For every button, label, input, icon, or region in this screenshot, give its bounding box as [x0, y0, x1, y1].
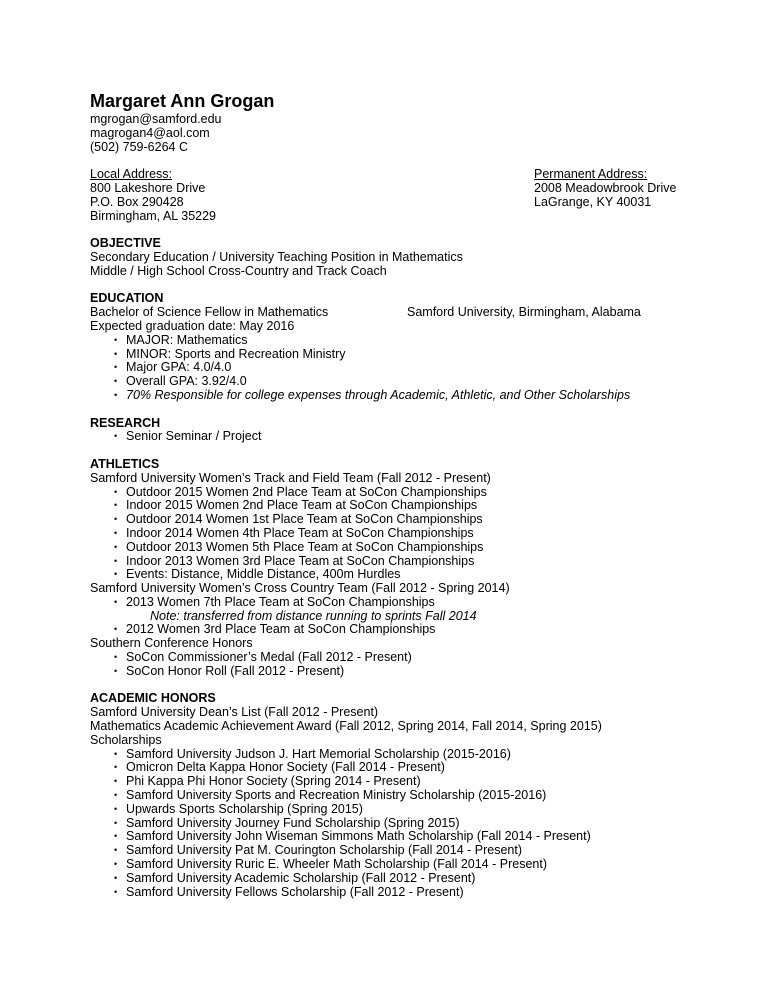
list-item: • Events: Distance, Middle Distance, 400m Hurdles [90, 568, 690, 582]
local-address-label: Local Address: [90, 167, 172, 182]
scholarships-title: Scholarships [90, 732, 162, 747]
list-item: • Samford University John Wiseman Simmons Math Scholarship (Fall 2014 - Present) [90, 830, 690, 844]
list-item: • Outdoor 2014 Women 1st Place Team at SoCon Championships [90, 513, 690, 527]
socon-title: Southern Conference Honors [90, 636, 253, 651]
list-item: • Outdoor 2015 Women 2nd Place Team at SoCon Championships [90, 486, 690, 500]
local-address-line: 800 Lakeshore Drive [90, 180, 206, 195]
track-list [90, 486, 690, 583]
address-row [90, 196, 690, 210]
list-item: • Samford University Judson J. Hart Memorial Scholarship (2015-2016) [90, 748, 690, 762]
permanent-address-label: Permanent Address: [534, 167, 648, 182]
list-item: • Samford University Ruric E. Wheeler Math Scholarship (Fall 2014 - Present) [90, 858, 690, 872]
address-row [90, 210, 690, 224]
local-address-line: P.O. Box 290428 [90, 194, 184, 209]
research-list [90, 430, 690, 444]
education-list [90, 334, 690, 403]
list-item: • Major GPA: 4.0/4.0 [90, 361, 690, 375]
email-primary: mgrogan@samford.edu [90, 112, 222, 126]
resume-page [90, 90, 690, 899]
graduation-date: Expected graduation date: May 2016 [90, 318, 295, 333]
list-item: • Overall GPA: 3.92/4.0 [90, 375, 690, 389]
xc-note: Note: transferred from distance running to sprints Fall 2014 [150, 608, 477, 623]
list-item: • 70% Responsible for college expenses through Academic, Athletic, and Other Scholarships [90, 389, 690, 403]
permanent-address-line: LaGrange, KY 40031 [534, 194, 652, 209]
objective-line: Middle / High School Cross-Country and Track Coach [90, 263, 387, 278]
list-item: • 2013 Women 7th Place Team at SoCon Championships [90, 596, 690, 610]
research-heading: RESEARCH [90, 415, 161, 430]
list-item: • Omicron Delta Kappa Honor Society (Fall 2014 - Present) [90, 761, 690, 775]
local-address-line: Birmingham, AL 35229 [90, 208, 217, 223]
xc-team-title: Samford University Women’s Cross Country Team (Fall 2012 - Spring 2014) [90, 581, 510, 596]
list-item: • Samford University Fellows Scholarship (Fall 2012 - Present) [90, 886, 690, 900]
list-item: • 2012 Women 3rd Place Team at SoCon Championships [90, 623, 690, 637]
math-award: Mathematics Academic Achievement Award (Fall 2012, Spring 2014, Fall 2014, Spring 2015) [90, 719, 602, 734]
list-item: • Samford University Journey Fund Scholarship (Spring 2015) [90, 817, 690, 831]
list-item: • MAJOR: Mathematics [90, 334, 690, 348]
list-item: • Phi Kappa Phi Honor Society (Spring 2014 - Present) [90, 775, 690, 789]
xc-list [90, 596, 690, 610]
objective-line: Secondary Education / University Teaching Position in Mathematics [90, 249, 463, 264]
objective-heading: OBJECTIVE [90, 236, 161, 251]
list-item: • SoCon Honor Roll (Fall 2012 - Present) [90, 665, 690, 679]
honors-heading: ACADEMIC HONORS [90, 691, 216, 706]
list-item: • Samford University Academic Scholarship (Fall 2012 - Present) [90, 872, 690, 886]
scholarships-list [90, 748, 690, 900]
permanent-address-line: 2008 Meadowbrook Drive [534, 180, 677, 195]
athletics-heading: ATHLETICS [90, 456, 160, 471]
list-item: • Upwards Sports Scholarship (Spring 2015) [90, 803, 690, 817]
xc-list-2 [90, 623, 690, 637]
list-item: • MINOR: Sports and Recreation Ministry [90, 348, 690, 362]
school: Samford University, Birmingham, Alabama [407, 305, 641, 320]
list-item: • Indoor 2013 Women 3rd Place Team at SoCon Championships [90, 555, 690, 569]
list-item: • Samford University Sports and Recreation Ministry Scholarship (2015-2016) [90, 789, 690, 803]
phone-number: (502) 759-6264 C [90, 139, 188, 154]
candidate-name: Margaret Ann Grogan [90, 91, 275, 111]
education-heading: EDUCATION [90, 291, 164, 306]
track-team-title: Samford University Women’s Track and Field Team (Fall 2012 - Present) [90, 470, 491, 485]
list-item: • Samford University Pat M. Courington Scholarship (Fall 2014 - Present) [90, 844, 690, 858]
list-item: • Indoor 2014 Women 4th Place Team at SoCon Championships [90, 527, 690, 541]
list-item: • SoCon Commissioner’s Medal (Fall 2012 - Present) [90, 651, 690, 665]
list-item: • Senior Seminar / Project [90, 430, 690, 444]
degree: Bachelor of Science Fellow in Mathematics [90, 305, 329, 320]
address-row [90, 182, 690, 196]
deans-list: Samford University Dean’s List (Fall 2012 - Present) [90, 705, 379, 720]
address-row [90, 168, 690, 182]
email-secondary: magrogan4@aol.com [90, 125, 210, 140]
socon-list [90, 651, 690, 679]
degree-row [90, 306, 690, 320]
list-item: • Outdoor 2013 Women 5th Place Team at SoCon Championships [90, 541, 690, 555]
list-item: • Indoor 2015 Women 2nd Place Team at SoCon Championships [90, 499, 690, 513]
